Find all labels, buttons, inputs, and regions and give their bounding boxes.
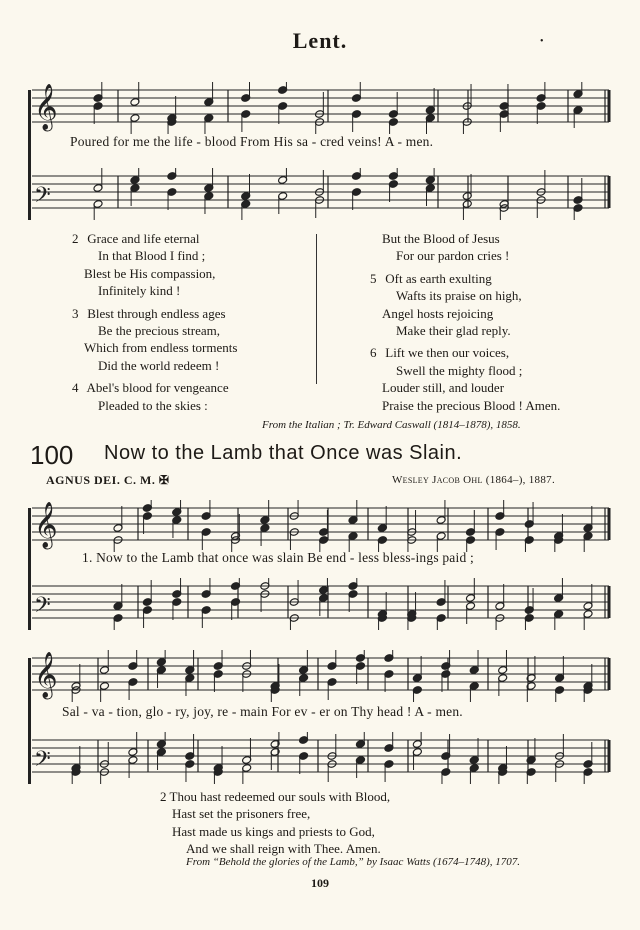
tune-name: AGNUS DEI. C. M. ✠ — [46, 473, 170, 487]
verses-left: 2 Grace and life eternal In that Blood I find ; Blest be His compassion, Infinitely kind ! 3 Blest through endless ages Be the precious stream, Which from endless torments Did the world redeem ! 4 Abel's blood for vengeance Pleaded to the skies : — [72, 231, 238, 413]
verse-5: 5 Oft as earth exulting — [370, 270, 492, 286]
verse-6: 6 Lift we then our voices, — [370, 345, 510, 361]
svg-text:𝄞: 𝄞 — [34, 502, 58, 548]
lyrics-line-1: 1. Now to the Lamb that once was slain Be end - less bless-ings paid ; — [82, 550, 474, 565]
svg-text:𝄞: 𝄞 — [34, 652, 58, 698]
composer: Wesley Jacob Ohl (1864–), 1887. — [392, 474, 556, 486]
verses-right: But the Blood of Jesus For our pardon cries ! 5 Oft as earth exulting Wafts its praise on high, Angel hosts rejoicing Make their glad reply. 6 Lift we then our voices, Swell the mighty flood ; Louder still, and louder Praise the precious Blood ! Amen. — [370, 231, 561, 413]
credit-watts: From “Behold the glories of the Lamb,” by Isaac Watts (1674–1748), 1707. — [186, 856, 521, 868]
verse-4: 4 Abel's blood for vengeance — [72, 380, 229, 396]
svg-text:𝄞: 𝄞 — [34, 84, 58, 130]
verse-3: 3 Blest through endless ages — [72, 305, 226, 321]
staff-bass-2 — [28, 578, 613, 630]
column-divider — [316, 234, 317, 384]
credit-caswall: From the Italian ; Tr. Edward Caswall (1814–1878), 1858. — [262, 419, 521, 431]
stray-mark: • — [540, 36, 544, 47]
system-brace — [28, 658, 31, 784]
svg-text:𝄢: 𝄢 — [34, 183, 51, 213]
staff-bass-1 — [28, 168, 613, 220]
svg-text:𝄢: 𝄢 — [34, 747, 51, 777]
lyrics-line-2: Sal - va - tion, glo - ry, joy, re - main For ev - er on Thy head ! A - men. — [62, 704, 463, 719]
hymn-number: 100 — [30, 440, 74, 470]
staff-bass-3 — [28, 732, 613, 784]
section-title: Lent. — [292, 28, 348, 53]
system-brace — [28, 508, 31, 630]
lyrics-line: Poured for me the life - blood From His sa - cred veins! A - men. — [70, 134, 434, 149]
verse-2-hymn100: 2 Thou hast redeemed our souls with Blood, Hast set the prisoners free, Hast made us kings and priests to God, And we shall reign with Thee. Amen. — [160, 789, 391, 857]
staff-treble-3 — [28, 650, 613, 702]
staff-treble-2 — [28, 500, 613, 552]
svg-text:𝄢: 𝄢 — [34, 593, 51, 623]
staff-treble-1 — [28, 82, 613, 134]
page-number: 109 — [311, 876, 329, 890]
verse-2: 2 Grace and life eternal — [72, 231, 200, 246]
hymn-title: Now to the Lamb that Once was Slain. — [104, 442, 463, 464]
system-brace — [28, 90, 31, 220]
